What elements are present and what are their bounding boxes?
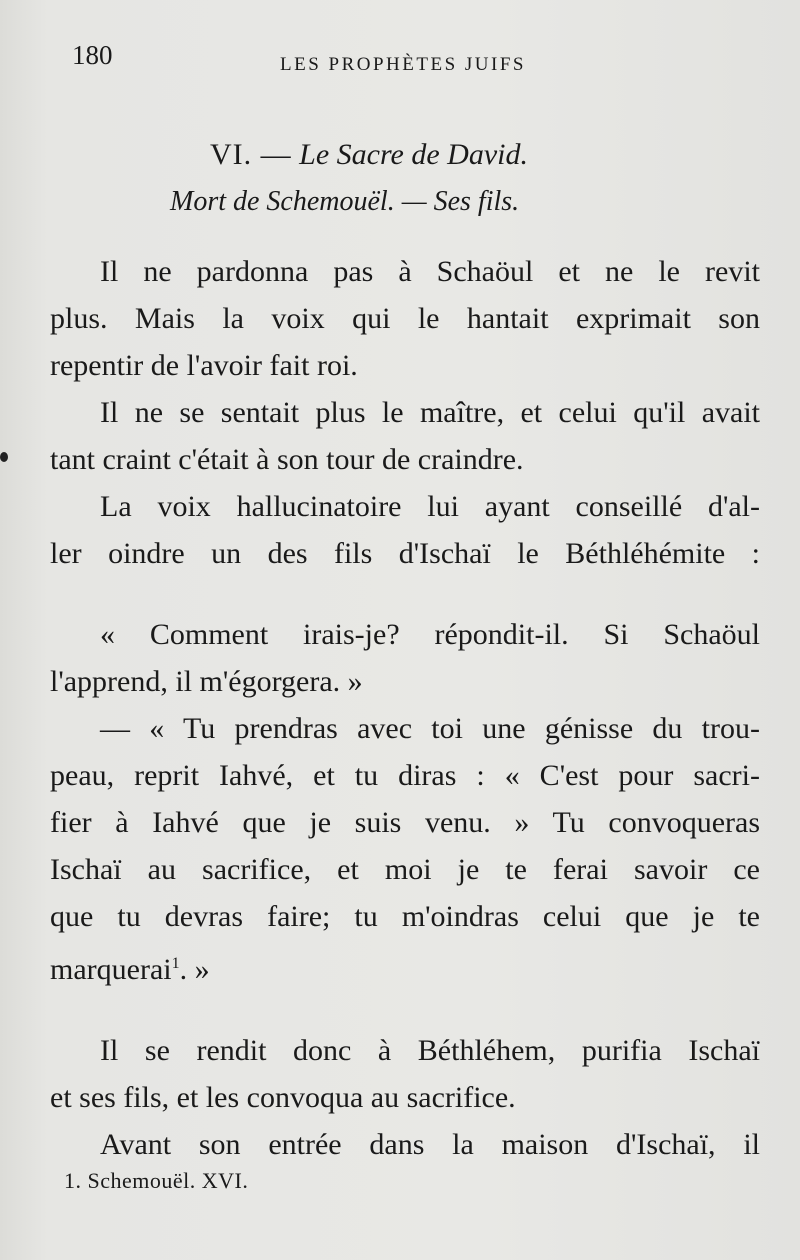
section-heading-line1	[210, 138, 800, 172]
body-text	[50, 248, 760, 1168]
paragraph	[50, 1121, 760, 1168]
paragraph	[50, 1027, 760, 1121]
text-line: La voix hallucinatoire lui ayant conseillé d'al-	[100, 490, 760, 523]
paragraph	[50, 389, 760, 483]
paragraph	[50, 248, 760, 389]
text-line: et ses fils, et les convoqua au sacrifice.	[50, 1081, 516, 1114]
paragraph	[50, 611, 760, 705]
section-title-line1: Le Sacre de David.	[299, 138, 528, 171]
text-line: l'apprend, il m'égorgera. »	[50, 665, 363, 698]
footnote: 1. Schemouël. XVI.	[64, 1168, 249, 1193]
text-line: Ischaï au sacrifice, et moi je te ferai savoir ce	[50, 853, 760, 886]
text-line: peau, reprit Iahvé, et tu diras : « C'est pour sacri-	[50, 759, 760, 792]
section-heading-line2: Mort de Schemouël. — Ses fils.	[170, 186, 520, 217]
text-line: ler oindre un des fils d'Ischaï le Béthléhémite :	[50, 537, 760, 570]
paragraph	[50, 705, 760, 993]
text-line: Avant son entrée dans la maison d'Ischaï, il	[100, 1128, 760, 1161]
text-line: Il se rendit donc à Béthléhem, purifia Ischaï	[100, 1034, 760, 1067]
section-numeral: VI. —	[210, 138, 292, 171]
text-fragment: marquerai	[50, 953, 172, 986]
text-line: fier à Iahvé que je suis venu. » Tu convoqueras	[50, 806, 760, 839]
margin-mark	[0, 452, 8, 462]
footnote-ref: 1	[171, 955, 180, 972]
text-line	[50, 940, 760, 993]
text-line: Il ne pardonna pas à Schaöul et ne le revit	[100, 255, 760, 288]
paragraph	[50, 483, 760, 577]
text-line: — « Tu prendras avec toi une génisse du trou-	[100, 712, 760, 745]
text-line: plus. Mais la voix qui le hantait exprimait son	[50, 302, 760, 335]
text-fragment: . »	[179, 953, 210, 986]
text-line: repentir de l'avoir fait roi.	[50, 349, 358, 382]
text-line: Il ne se sentait plus le maître, et celui qu'il avait	[100, 396, 760, 429]
page-header	[0, 40, 800, 80]
text-line: « Comment irais-je? répondit-il. Si Schaöul	[100, 618, 760, 651]
text-line: que tu devras faire; tu m'oindras celui que je te	[50, 900, 760, 933]
running-title: LES PROPHÈTES JUIFS	[280, 54, 526, 75]
text-line: tant craint c'était à son tour de craindre.	[50, 443, 524, 476]
page-number: 180	[72, 40, 113, 70]
